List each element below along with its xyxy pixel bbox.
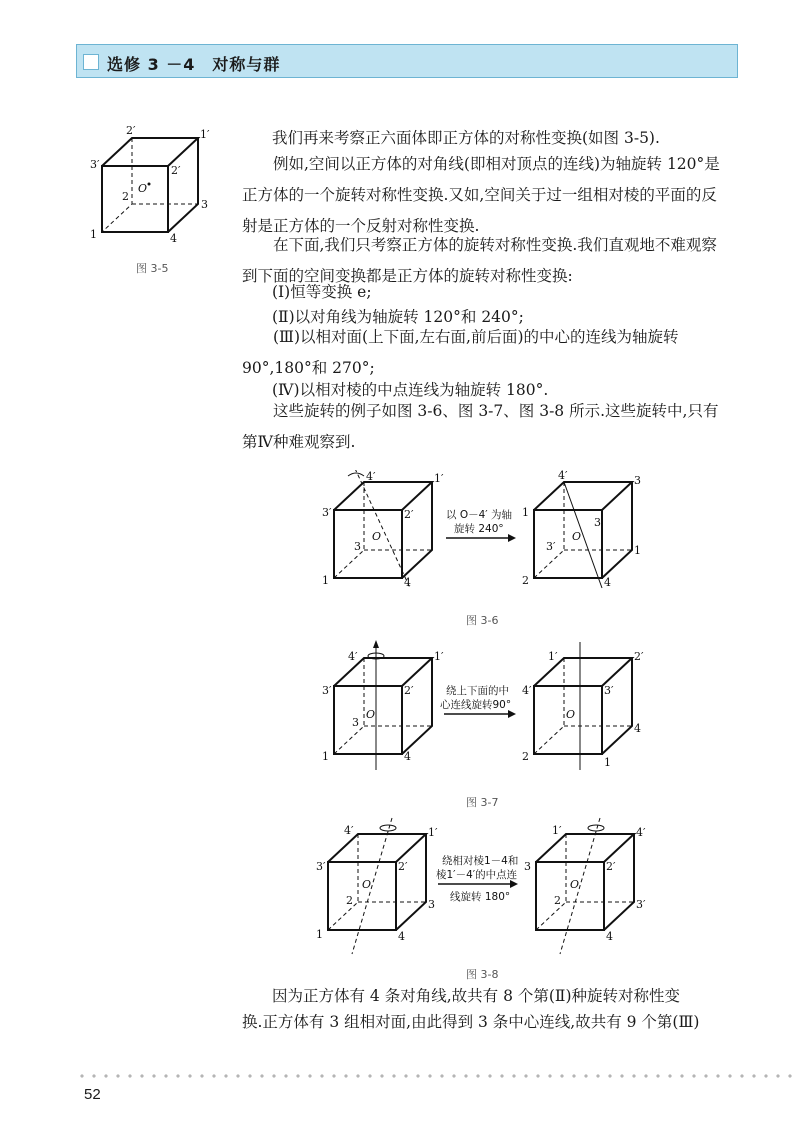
chapter-title: 选修 3 －4 对称与群 [107, 55, 281, 74]
fig6-right-label-3p: 3′ [546, 540, 556, 553]
fig8-left-label-2: 2 [346, 894, 353, 907]
list-item-2: (Ⅱ)以对角线为轴旋转 120°和 240°; [272, 308, 524, 326]
list-item-1: (Ⅰ)恒等变换 e; [272, 283, 372, 301]
fig7-right-center: O [566, 708, 576, 721]
fig6-right-label-4p: 4′ [558, 470, 568, 482]
fig5-center-label: O [138, 182, 148, 195]
fig6-right-label-1: 1 [522, 506, 529, 519]
fig8-left-label-2p: 2′ [398, 860, 408, 873]
fig7-left-label-1: 1 [322, 750, 329, 763]
fig8-arrow-text-1: 绕相对棱1－4和 [442, 855, 519, 867]
fig6-right-label-4: 4 [604, 576, 611, 589]
fig7-right-label-2: 2 [522, 750, 529, 763]
page-number: 52 [84, 1086, 101, 1103]
paragraph-1: 我们再来考察正六面体即正方体的对称性变换(如图 3-5). [272, 129, 660, 147]
fig8-right-label-4p: 4′ [636, 826, 646, 839]
fig5-label-2pb: 2′ [171, 164, 181, 177]
fig5-label-4: 4 [170, 232, 177, 245]
fig8-left-label-3p: 3′ [316, 860, 326, 873]
fig5-label-2p: 2′ [126, 124, 136, 137]
fig7-right-label-1p: 1′ [548, 650, 558, 663]
fig8-right-label-3: 3 [524, 860, 531, 873]
figure-3-8-caption: 图 3-8 [466, 968, 499, 981]
chapter-header [76, 44, 738, 78]
fig5-label-1: 1 [90, 228, 97, 241]
fig8-left-label-1: 1 [316, 928, 323, 941]
figure-3-6-caption: 图 3-6 [466, 614, 499, 627]
fig7-right-label-4: 4 [634, 722, 641, 735]
figure-3-6 [318, 470, 658, 600]
fig7-right-label-3p: 3′ [604, 684, 614, 697]
header-square-icon [83, 54, 99, 70]
fig6-right-center: O [572, 530, 582, 543]
fig6-left-label-3p: 3′ [322, 506, 332, 519]
fig7-arrow-text-1: 绕上下面的中 [446, 685, 509, 697]
fig6-left-label-1: 1 [322, 574, 329, 587]
fig7-right-label-1: 1 [604, 756, 611, 769]
fig6-arrow-text-1: 以 O－4′ 为轴 [446, 509, 513, 521]
fig8-left-label-4p: 4′ [344, 824, 354, 837]
paragraph-4: 这些旋转的例子如图 3-6、图 3-7、图 3-8 所示.这些旋转中,只有第Ⅳ种难观察到. [242, 402, 719, 451]
list-item-4: (Ⅳ)以相对棱的中点连线为轴旋转 180°. [272, 381, 549, 399]
fig7-arrow-text-2: 心连线旋转90° [440, 699, 512, 711]
figure-3-8 [312, 816, 658, 956]
fig5-label-3: 3 [201, 198, 208, 211]
fig8-right-label-2p: 2′ [606, 860, 616, 873]
fig8-right-label-1p: 1′ [552, 824, 562, 837]
fig8-left-label-1p: 1′ [428, 826, 438, 839]
fig7-left-label-4p: 4′ [348, 650, 358, 663]
paragraph-3: 在下面,我们只考察正方体的旋转对称性变换.我们直观地不难观察到下面的空间变换都是正方体的旋转对称性变换: [242, 236, 717, 285]
fig8-arrow-text-3: 线旋转 180° [450, 891, 511, 903]
fig8-right-center: O [570, 878, 580, 891]
fig6-left-label-1p: 1′ [434, 472, 444, 485]
fig7-left-label-3: 3 [352, 716, 359, 729]
fig8-right-label-4: 4 [606, 930, 613, 943]
fig5-label-1p: 1′ [200, 128, 210, 141]
list-item-3: (Ⅲ)以相对面(上下面,左右面,前后面)的中心的连线为轴旋转 90°,180°和 270°; [242, 328, 679, 377]
fig8-left-label-3: 3 [428, 898, 435, 911]
paragraph-2: 例如,空间以正方体的对角线(即相对顶点的连线)为轴旋转 120°是正方体的一个旋转对称性变换.又如,空间关于过一组相对棱的平面的反射是正方体的一个反射对称性变换. [242, 155, 720, 235]
fig6-left-label-3: 3 [354, 540, 361, 553]
fig6-left-label-4: 4 [404, 576, 411, 589]
figure-3-5-caption: 图 3-5 [136, 262, 169, 275]
fig7-left-label-4: 4 [404, 750, 411, 763]
fig6-right-label-3: 3 [634, 474, 641, 487]
fig8-right-label-3p: 3′ [636, 898, 646, 911]
fig6-arrow-text-2: 旋转 240° [454, 523, 504, 535]
fig6-left-center: O [372, 530, 382, 543]
fig6-right-label-1b: 1 [634, 544, 641, 557]
fig7-left-label-3p: 3′ [322, 684, 332, 697]
fig7-right-label-4p: 4′ [522, 684, 532, 697]
figure-3-5 [88, 124, 218, 254]
fig8-arrow-text-2: 棱1′－4′的中点连 [436, 869, 518, 881]
figure-3-7-caption: 图 3-7 [466, 796, 499, 809]
fig7-left-label-1p: 1′ [434, 650, 444, 663]
fig6-left-label-2p: 2′ [404, 508, 414, 521]
fig5-label-2: 2 [122, 190, 129, 203]
fig6-left-label-4p: 4′ [366, 470, 376, 483]
paragraph-5-line-2: 换.正方体有 3 组相对面,由此得到 3 条中心连线,故共有 9 个第(Ⅲ) [242, 1013, 700, 1031]
fig8-left-label-4: 4 [398, 930, 405, 943]
footer-dotted-rule [76, 1074, 800, 1078]
figure-3-7 [318, 638, 658, 776]
fig7-left-center: O [366, 708, 376, 721]
fig7-left-label-2p: 2′ [404, 684, 414, 697]
fig8-left-center: O [362, 878, 372, 891]
fig5-label-3p: 3′ [90, 158, 100, 171]
paragraph-5-line-1: 因为正方体有 4 条对角线,故共有 8 个第(Ⅱ)种旋转对称性变 [272, 987, 680, 1005]
fig6-right-label-2: 2 [522, 574, 529, 587]
fig7-right-label-2p: 2′ [634, 650, 644, 663]
fig6-right-label-3b: 3 [594, 516, 601, 529]
fig8-right-label-2: 2 [554, 894, 561, 907]
